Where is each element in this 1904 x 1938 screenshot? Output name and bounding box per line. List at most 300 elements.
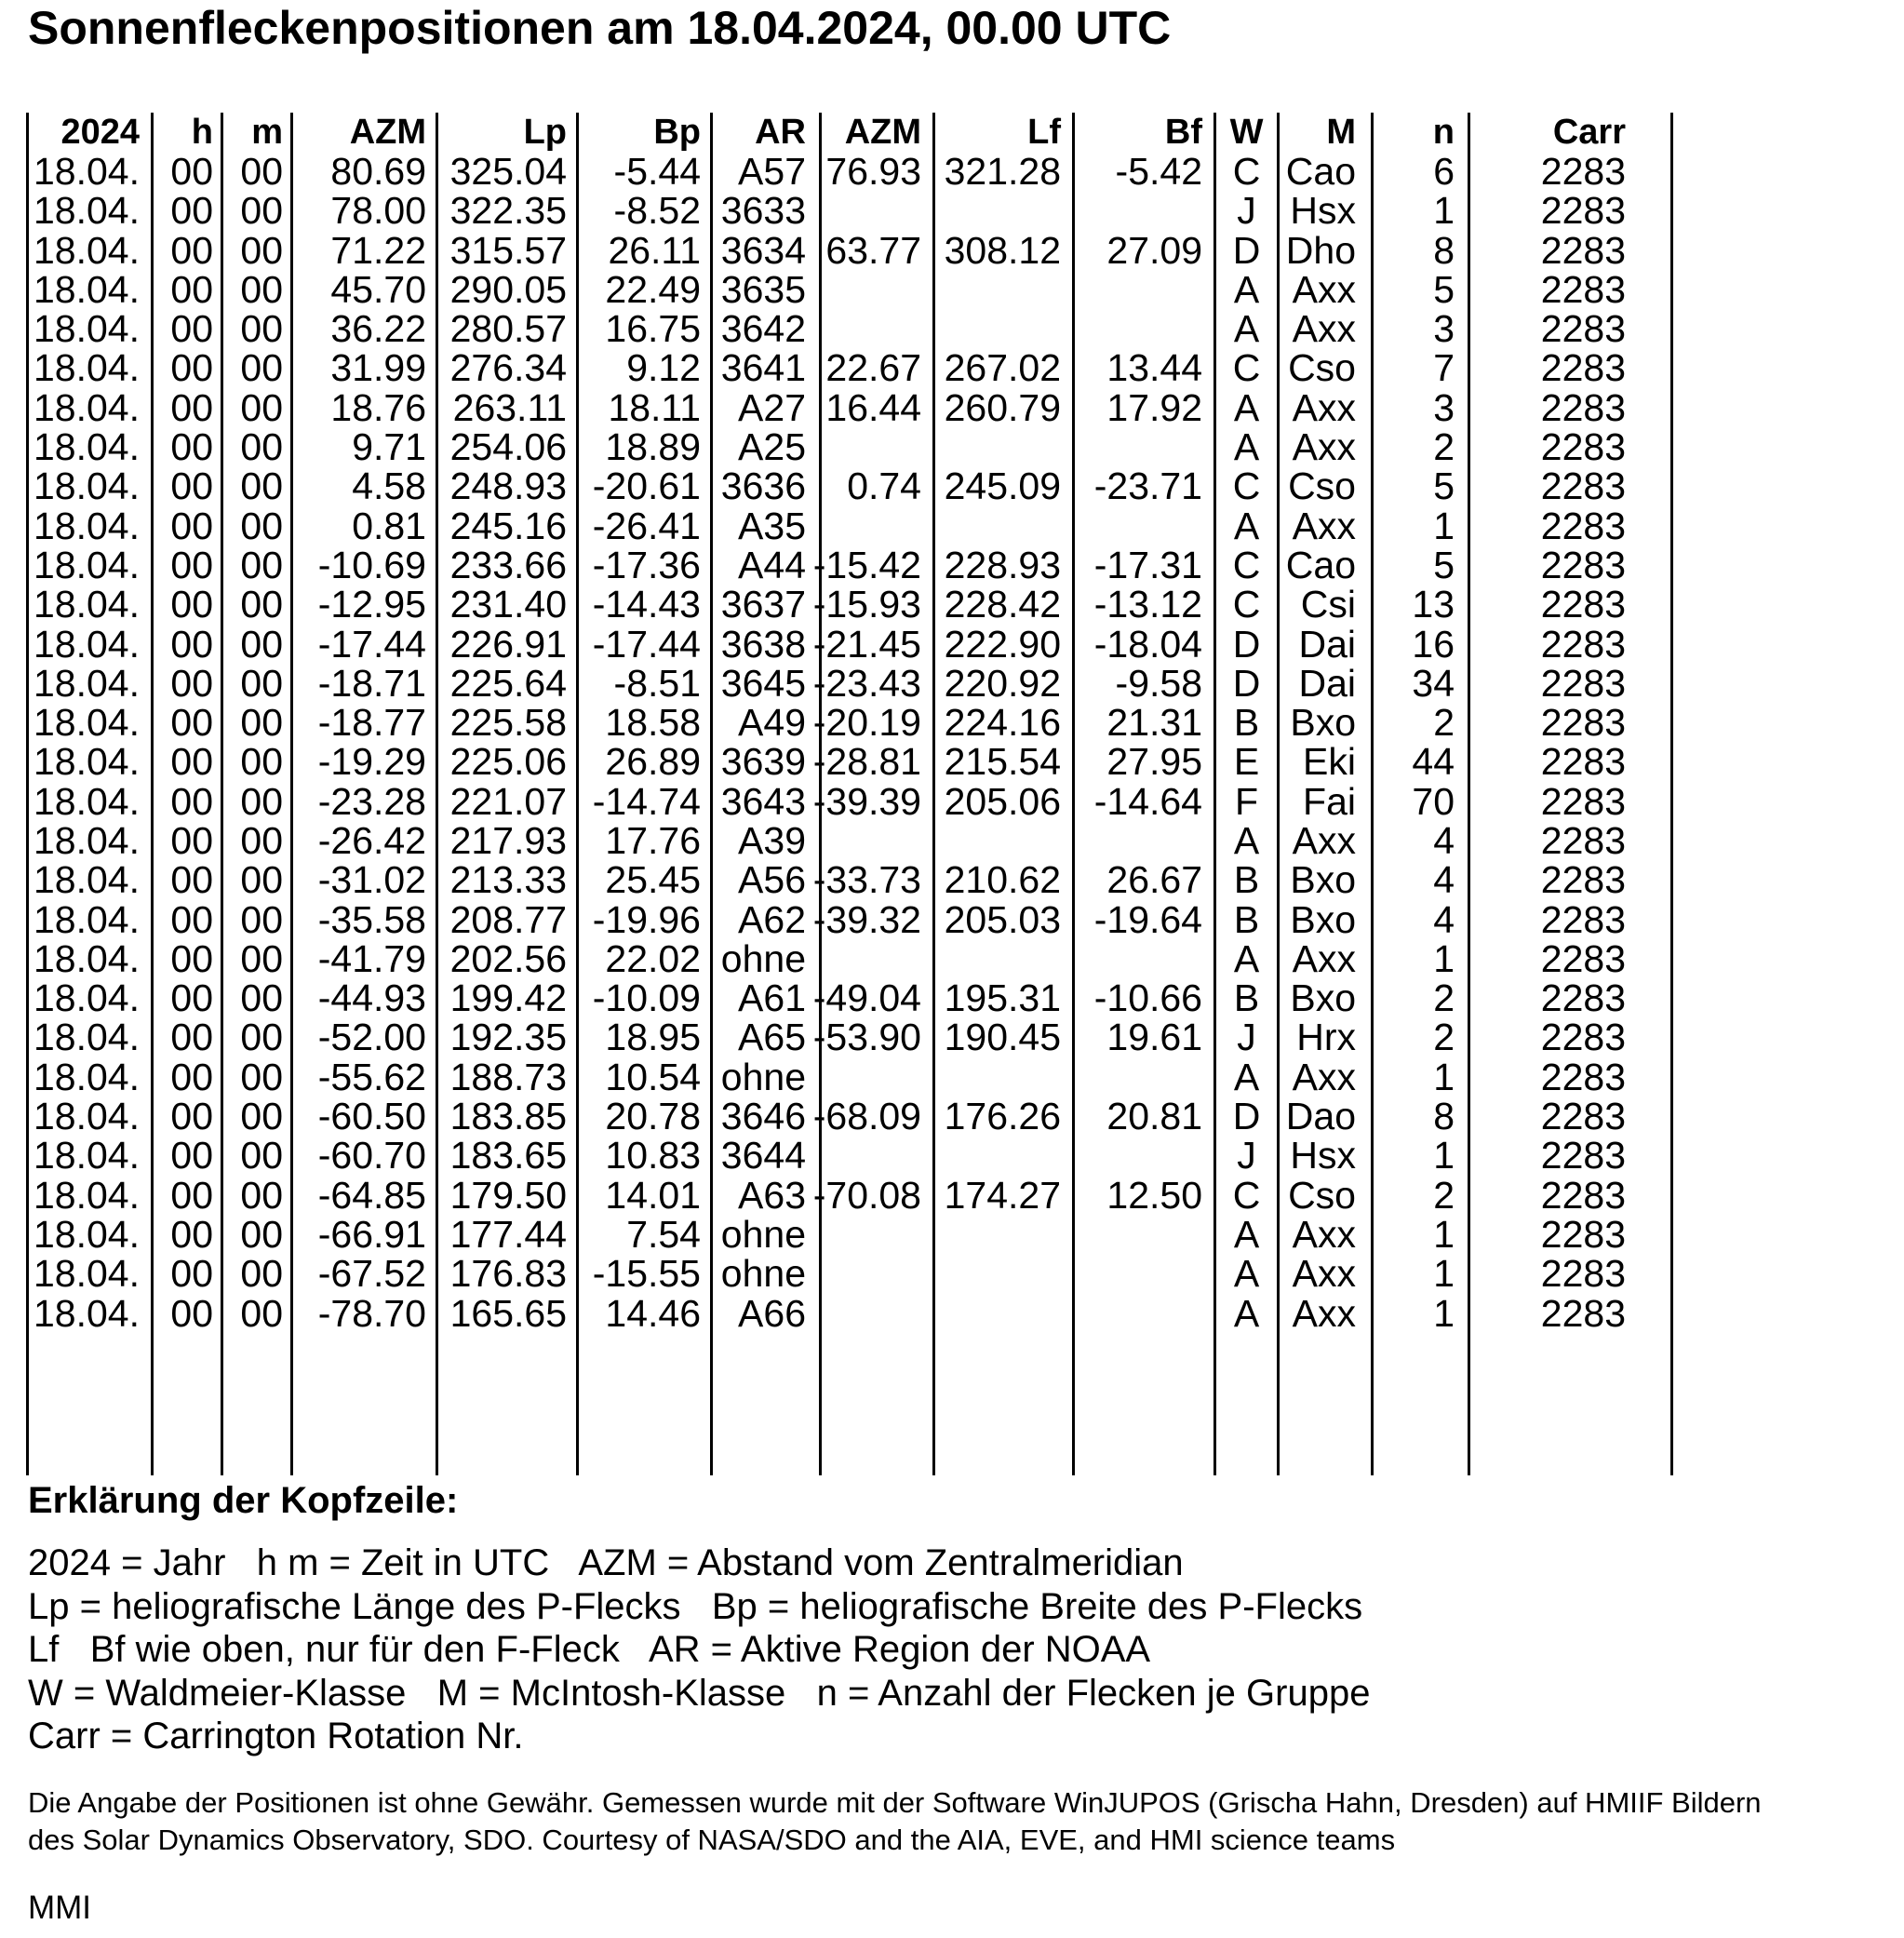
table-cell: 228.42	[935, 585, 1075, 625]
table-cell: 17.76	[579, 821, 713, 860]
table-cell: 4	[1374, 821, 1470, 860]
table-cell: 183.85	[438, 1097, 579, 1136]
table-cell: 0.81	[293, 506, 438, 545]
table-cell: 18.04.	[26, 427, 154, 466]
table-cell: Dai	[1280, 664, 1374, 703]
table-cell: 248.93	[438, 467, 579, 506]
table-cell	[579, 1333, 713, 1475]
table-cell: 3635	[713, 270, 822, 309]
table-cell	[1075, 821, 1216, 860]
table-cell: 18.04.	[26, 1097, 154, 1136]
table-cell: 2283	[1470, 664, 1673, 703]
table-cell: 2283	[1470, 506, 1673, 545]
table-cell	[1075, 1333, 1216, 1475]
table-cell: Cso	[1280, 349, 1374, 388]
table-cell: 217.93	[438, 821, 579, 860]
table-cell: 00	[154, 664, 223, 703]
table-cell: 18.04.	[26, 664, 154, 703]
table-cell: 00	[154, 467, 223, 506]
table-cell: 00	[154, 270, 223, 309]
table-cell: 00	[223, 1018, 293, 1057]
table-cell: 322.35	[438, 192, 579, 231]
table-cell	[935, 1057, 1075, 1097]
table-cell: -19.29	[293, 743, 438, 782]
table-cell: -60.70	[293, 1137, 438, 1176]
table-cell: -33.73	[822, 861, 935, 900]
table-cell: 2283	[1470, 270, 1673, 309]
table-cell: 00	[223, 388, 293, 427]
table-cell: A	[1216, 506, 1280, 545]
table-cell: -55.62	[293, 1057, 438, 1097]
table-cell: 00	[223, 192, 293, 231]
table-cell: 2	[1374, 703, 1470, 742]
table-cell: 00	[223, 349, 293, 388]
table-cell: 2283	[1470, 231, 1673, 270]
table-cell: 308.12	[935, 231, 1075, 270]
table-cell: 18.58	[579, 703, 713, 742]
table-cell: 176.26	[935, 1097, 1075, 1136]
table-cell: 220.92	[935, 664, 1075, 703]
table-cell: 1	[1374, 506, 1470, 545]
table-cell: 195.31	[935, 979, 1075, 1018]
table-cell	[1470, 1333, 1673, 1475]
table-cell: 21.31	[1075, 703, 1216, 742]
table-cell: -14.64	[1075, 782, 1216, 821]
table-cell: C	[1216, 349, 1280, 388]
table-cell: 31.99	[293, 349, 438, 388]
table-cell: 00	[223, 1255, 293, 1294]
disclaimer-line: des Solar Dynamics Observatory, SDO. Courtesy of NASA/SDO and the AIA, EVE, and HMI science teams	[28, 1824, 1396, 1856]
table-cell: 00	[154, 939, 223, 978]
table-cell: 27.95	[1075, 743, 1216, 782]
table-cell: 00	[154, 1057, 223, 1097]
table-cell: Dho	[1280, 231, 1374, 270]
table-cell: Cao	[1280, 545, 1374, 585]
table-cell	[935, 270, 1075, 309]
table-cell: 3639	[713, 743, 822, 782]
table-cell: J	[1216, 1018, 1280, 1057]
table-cell: 3	[1374, 388, 1470, 427]
table-cell: 00	[223, 703, 293, 742]
table-cell: 00	[223, 1097, 293, 1136]
table-cell: A63	[713, 1176, 822, 1215]
table-cell: 00	[223, 625, 293, 664]
table-cell: 19.61	[1075, 1018, 1216, 1057]
table-cell: 18.04.	[26, 861, 154, 900]
table-cell: 18.95	[579, 1018, 713, 1057]
table-cell: 22.02	[579, 939, 713, 978]
table-cell: 2	[1374, 979, 1470, 1018]
table-cell: 00	[154, 979, 223, 1018]
table-cell: 7.54	[579, 1215, 713, 1254]
table-cell: 2283	[1470, 861, 1673, 900]
table-cell: 2	[1374, 1176, 1470, 1215]
table-cell: 17.92	[1075, 388, 1216, 427]
table-cell: 20.81	[1075, 1097, 1216, 1136]
column-header: 2024	[26, 113, 154, 152]
table-cell: 3646	[713, 1097, 822, 1136]
table-cell: 78.00	[293, 192, 438, 231]
table-cell: A25	[713, 427, 822, 466]
table-cell: 325.04	[438, 152, 579, 191]
table-cell: 4	[1374, 900, 1470, 939]
sunspot-positions-table	[26, 113, 1673, 1475]
table-cell: 18.04.	[26, 585, 154, 625]
table-cell: 3641	[713, 349, 822, 388]
table-cell: 2283	[1470, 545, 1673, 585]
table-cell: Cao	[1280, 152, 1374, 191]
table-cell: 1	[1374, 939, 1470, 978]
table-cell	[822, 1255, 935, 1294]
table-cell: 00	[154, 585, 223, 625]
table-cell: Bxo	[1280, 703, 1374, 742]
column-header: W	[1216, 113, 1280, 152]
table-cell: A	[1216, 1057, 1280, 1097]
table-cell: J	[1216, 1137, 1280, 1176]
table-cell	[822, 1215, 935, 1254]
table-cell: ohne	[713, 1255, 822, 1294]
table-cell: 7	[1374, 349, 1470, 388]
table-cell: -14.43	[579, 585, 713, 625]
table-cell: 18.04.	[26, 467, 154, 506]
table-cell: -17.44	[579, 625, 713, 664]
table-cell: 00	[154, 1137, 223, 1176]
table-cell	[1374, 1333, 1470, 1475]
table-cell: 00	[154, 625, 223, 664]
table-cell: -39.39	[822, 782, 935, 821]
table-cell: A	[1216, 1294, 1280, 1333]
table-cell: 225.06	[438, 743, 579, 782]
table-cell: 222.90	[935, 625, 1075, 664]
table-cell: Hrx	[1280, 1018, 1374, 1057]
table-cell: ohne	[713, 939, 822, 978]
table-cell: 27.09	[1075, 231, 1216, 270]
table-cell: 2283	[1470, 625, 1673, 664]
table-cell: -64.85	[293, 1176, 438, 1215]
signature: MMI	[28, 1890, 92, 1926]
table-cell: 2283	[1470, 192, 1673, 231]
table-cell: Fai	[1280, 782, 1374, 821]
table-cell: 3637	[713, 585, 822, 625]
table-cell: 1	[1374, 1057, 1470, 1097]
table-cell: -5.44	[579, 152, 713, 191]
table-cell: 14.46	[579, 1294, 713, 1333]
table-cell: 18.04.	[26, 1018, 154, 1057]
table-cell: 10.83	[579, 1137, 713, 1176]
table-cell	[1075, 1294, 1216, 1333]
table-cell: 192.35	[438, 1018, 579, 1057]
table-cell: -23.71	[1075, 467, 1216, 506]
table-cell: D	[1216, 231, 1280, 270]
table-cell	[935, 939, 1075, 978]
table-cell: 00	[223, 231, 293, 270]
table-cell: 18.11	[579, 388, 713, 427]
table-cell: A	[1216, 1215, 1280, 1254]
table-cell: 00	[154, 900, 223, 939]
table-cell: 165.65	[438, 1294, 579, 1333]
table-cell: -10.09	[579, 979, 713, 1018]
table-cell: 2283	[1470, 1176, 1673, 1215]
table-cell: 228.93	[935, 545, 1075, 585]
table-cell: -44.93	[293, 979, 438, 1018]
table-cell: 36.22	[293, 309, 438, 348]
table-cell: 18.04.	[26, 979, 154, 1018]
table-cell: 183.65	[438, 1137, 579, 1176]
table-cell: 205.03	[935, 900, 1075, 939]
table-cell: 00	[154, 1176, 223, 1215]
table-cell: -18.04	[1075, 625, 1216, 664]
table-cell: 10.54	[579, 1057, 713, 1097]
table-cell: Bxo	[1280, 861, 1374, 900]
table-cell: 00	[154, 192, 223, 231]
table-cell	[822, 270, 935, 309]
table-cell: 18.04.	[26, 231, 154, 270]
table-cell: ohne	[713, 1057, 822, 1097]
table-cell: -20.61	[579, 467, 713, 506]
table-cell: 224.16	[935, 703, 1075, 742]
table-cell: 208.77	[438, 900, 579, 939]
table-cell: Dai	[1280, 625, 1374, 664]
column-header: Bf	[1075, 113, 1216, 152]
table-cell: A56	[713, 861, 822, 900]
table-cell	[935, 1215, 1075, 1254]
table-cell	[26, 1333, 154, 1475]
table-cell: 00	[223, 309, 293, 348]
table-cell: 3633	[713, 192, 822, 231]
table-cell: Eki	[1280, 743, 1374, 782]
column-header: AZM	[822, 113, 935, 152]
table-cell: Axx	[1280, 270, 1374, 309]
table-cell: -66.91	[293, 1215, 438, 1254]
table-cell: Bxo	[1280, 979, 1374, 1018]
table-cell: A	[1216, 309, 1280, 348]
table-cell	[1075, 1137, 1216, 1176]
column-header: n	[1374, 113, 1470, 152]
table-cell	[822, 427, 935, 466]
table-cell: A35	[713, 506, 822, 545]
table-cell: -15.55	[579, 1255, 713, 1294]
table-cell	[935, 309, 1075, 348]
table-cell: A39	[713, 821, 822, 860]
explanation-line: Lf Bf wie oben, nur für den F-Fleck AR = Aktive Region der NOAA	[28, 1629, 1151, 1670]
table-cell: -14.74	[579, 782, 713, 821]
table-cell: Axx	[1280, 1255, 1374, 1294]
table-cell: 00	[223, 152, 293, 191]
table-cell: 25.45	[579, 861, 713, 900]
table-cell	[1075, 309, 1216, 348]
column-header: Lp	[438, 113, 579, 152]
table-cell: 2283	[1470, 1018, 1673, 1057]
table-cell: 18.04.	[26, 506, 154, 545]
table-cell: -15.42	[822, 545, 935, 585]
table-cell: 16.44	[822, 388, 935, 427]
explanation-line: W = Waldmeier-Klasse M = McIntosh-Klasse n = Anzahl der Flecken je Gruppe	[28, 1672, 1371, 1714]
table-cell: 177.44	[438, 1215, 579, 1254]
table-cell: A44	[713, 545, 822, 585]
table-cell: 00	[154, 506, 223, 545]
column-header: m	[223, 113, 293, 152]
table-cell: -52.00	[293, 1018, 438, 1057]
table-cell: F	[1216, 782, 1280, 821]
table-cell: 8	[1374, 1097, 1470, 1136]
table-cell: 2	[1374, 1018, 1470, 1057]
table-cell: A	[1216, 939, 1280, 978]
table-cell: B	[1216, 979, 1280, 1018]
table-cell: -13.12	[1075, 585, 1216, 625]
table-cell: 00	[154, 309, 223, 348]
table-cell	[935, 1333, 1075, 1475]
table-cell: A57	[713, 152, 822, 191]
table-cell: Cso	[1280, 1176, 1374, 1215]
table-cell: 174.27	[935, 1176, 1075, 1215]
table-cell: A	[1216, 270, 1280, 309]
table-cell: 1	[1374, 1215, 1470, 1254]
table-cell: 71.22	[293, 231, 438, 270]
table-cell: 00	[223, 585, 293, 625]
table-cell: Axx	[1280, 309, 1374, 348]
table-cell: -41.79	[293, 939, 438, 978]
table-cell: 3642	[713, 309, 822, 348]
table-cell: 00	[223, 664, 293, 703]
table-cell: 00	[223, 861, 293, 900]
table-cell: 1	[1374, 192, 1470, 231]
table-cell: 2283	[1470, 1137, 1673, 1176]
table-cell: 1	[1374, 1137, 1470, 1176]
table-cell: 18.04.	[26, 388, 154, 427]
table-cell: 3643	[713, 782, 822, 821]
table-cell: 00	[154, 1255, 223, 1294]
table-cell: 18.04.	[26, 1137, 154, 1176]
table-cell: 00	[223, 467, 293, 506]
table-cell: 3	[1374, 309, 1470, 348]
table-cell: 263.11	[438, 388, 579, 427]
table-cell: 18.04.	[26, 192, 154, 231]
table-cell: 16.75	[579, 309, 713, 348]
table-cell	[822, 1294, 935, 1333]
table-cell: 267.02	[935, 349, 1075, 388]
table-cell: 00	[223, 270, 293, 309]
table-cell: 00	[154, 703, 223, 742]
table-cell	[1216, 1333, 1280, 1475]
table-cell: A	[1216, 1255, 1280, 1294]
table-cell: 18.89	[579, 427, 713, 466]
table-cell: 215.54	[935, 743, 1075, 782]
table-cell: 00	[223, 1294, 293, 1333]
table-cell	[822, 309, 935, 348]
table-cell: 0.74	[822, 467, 935, 506]
table-cell: Axx	[1280, 388, 1374, 427]
table-cell: 18.04.	[26, 1294, 154, 1333]
table-cell: 221.07	[438, 782, 579, 821]
table-cell: 5	[1374, 467, 1470, 506]
table-cell	[935, 427, 1075, 466]
table-cell	[1075, 1057, 1216, 1097]
table-cell: C	[1216, 1176, 1280, 1215]
table-cell: -15.93	[822, 585, 935, 625]
table-cell	[1075, 506, 1216, 545]
table-cell: 2283	[1470, 1057, 1673, 1097]
table-cell: 00	[223, 939, 293, 978]
table-cell: 18.04.	[26, 545, 154, 585]
table-cell: 225.58	[438, 703, 579, 742]
table-cell: 210.62	[935, 861, 1075, 900]
table-cell: -17.31	[1075, 545, 1216, 585]
table-cell	[822, 939, 935, 978]
table-cell: 190.45	[935, 1018, 1075, 1057]
table-cell: 13	[1374, 585, 1470, 625]
table-cell: D	[1216, 1097, 1280, 1136]
table-cell: 254.06	[438, 427, 579, 466]
table-cell: 80.69	[293, 152, 438, 191]
table-cell: 22.67	[822, 349, 935, 388]
table-cell: 18.04.	[26, 821, 154, 860]
table-cell: 00	[223, 743, 293, 782]
table-cell: 00	[154, 1294, 223, 1333]
table-cell: A	[1216, 388, 1280, 427]
table-cell: 2283	[1470, 782, 1673, 821]
table-cell	[1075, 1215, 1216, 1254]
table-cell: 76.93	[822, 152, 935, 191]
table-cell: 18.04.	[26, 703, 154, 742]
table-cell: A	[1216, 427, 1280, 466]
table-cell	[822, 1057, 935, 1097]
table-cell: -68.09	[822, 1097, 935, 1136]
table-cell: -10.69	[293, 545, 438, 585]
table-cell: B	[1216, 900, 1280, 939]
table-cell: -18.77	[293, 703, 438, 742]
table-cell: ohne	[713, 1215, 822, 1254]
table-cell: -78.70	[293, 1294, 438, 1333]
table-cell: 321.28	[935, 152, 1075, 191]
table-cell: 14.01	[579, 1176, 713, 1215]
table-cell: 00	[223, 1176, 293, 1215]
table-cell: 2283	[1470, 467, 1673, 506]
table-cell: 1	[1374, 1255, 1470, 1294]
table-cell	[293, 1333, 438, 1475]
table-cell: 176.83	[438, 1255, 579, 1294]
column-header: AZM	[293, 113, 438, 152]
table-cell: Axx	[1280, 1057, 1374, 1097]
table-cell: 18.04.	[26, 900, 154, 939]
table-cell	[223, 1333, 293, 1475]
table-cell: -10.66	[1075, 979, 1216, 1018]
table-cell: -35.58	[293, 900, 438, 939]
table-cell: 00	[223, 782, 293, 821]
table-cell: D	[1216, 625, 1280, 664]
table-cell	[935, 1294, 1075, 1333]
table-cell: 233.66	[438, 545, 579, 585]
page-title: Sonnenfleckenpositionen am 18.04.2024, 00.00 UTC	[28, 2, 1172, 54]
column-header: Bp	[579, 113, 713, 152]
table-cell: A62	[713, 900, 822, 939]
disclaimer-text	[28, 1784, 1762, 1859]
table-cell: Axx	[1280, 939, 1374, 978]
table-cell: 00	[154, 349, 223, 388]
table-cell: 2	[1374, 427, 1470, 466]
table-cell	[438, 1333, 579, 1475]
table-cell: 18.04.	[26, 1255, 154, 1294]
table-cell: 3634	[713, 231, 822, 270]
table-cell: Cso	[1280, 467, 1374, 506]
table-cell: 1	[1374, 1294, 1470, 1333]
table-cell: -17.44	[293, 625, 438, 664]
table-cell: 2283	[1470, 388, 1673, 427]
table-cell: 00	[154, 743, 223, 782]
table-cell	[935, 821, 1075, 860]
explanation-lines	[28, 1541, 1370, 1758]
table-cell: A65	[713, 1018, 822, 1057]
table-cell: 5	[1374, 545, 1470, 585]
